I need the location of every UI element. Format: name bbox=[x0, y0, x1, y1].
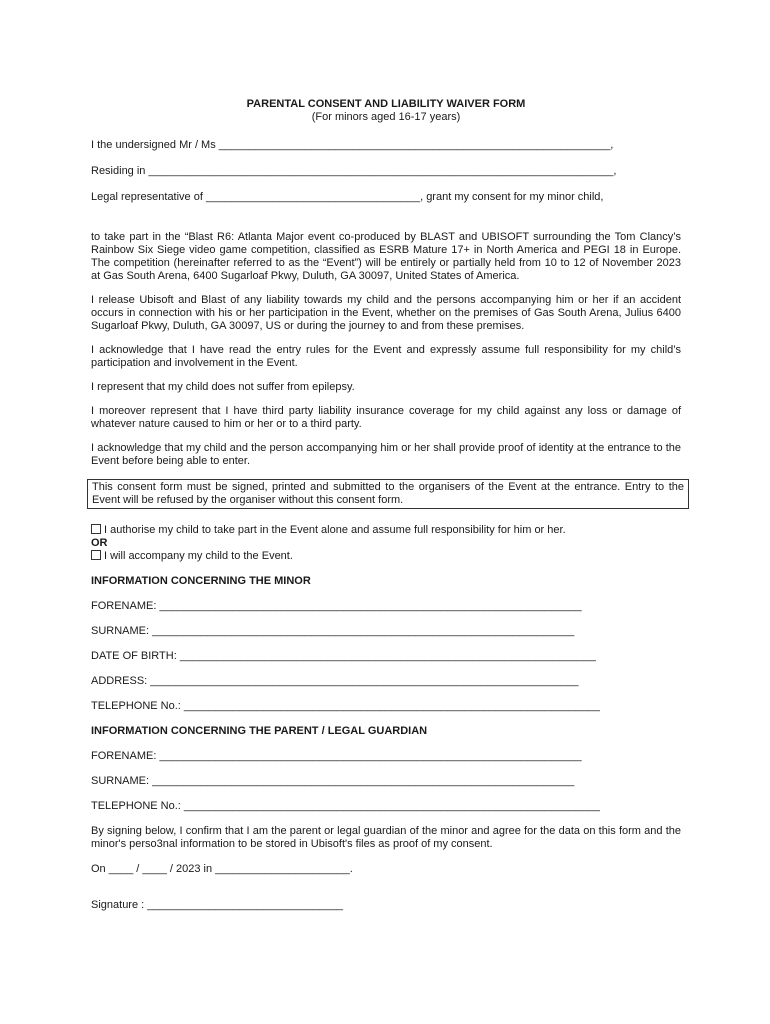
signing-paragraph: By signing below, I confirm that I am the parent or legal guardian of the minor and agree for the data on this form and the minor's perso3nal information to be stored in Ubisoft's files as proof of my consent. bbox=[91, 825, 681, 850]
minor-dob-field[interactable]: DATE OF BIRTH: ____________________________________________________________________ bbox=[91, 650, 596, 662]
minor-telephone-field[interactable]: TELEPHONE No.: ____________________________________________________________________ bbox=[91, 700, 600, 712]
minor-address-field[interactable]: ADDRESS: ______________________________________________________________________ bbox=[91, 675, 579, 687]
option-accompany-label: I will accompany my child to the Event. bbox=[104, 550, 293, 562]
minor-surname-field[interactable]: SURNAME: _____________________________________________________________________ bbox=[91, 625, 575, 637]
epilepsy-paragraph: I represent that my child does not suffer from epilepsy. bbox=[91, 381, 355, 393]
undersigned-field[interactable]: I the undersigned Mr / Ms ________________________________________________________________, bbox=[91, 139, 614, 151]
or-label: OR bbox=[91, 537, 108, 549]
event-paragraph: to take part in the “Blast R6: Atlanta Major event co-produced by BLAST and UBISOFT surrounding the Tom Clancy’s Rainbow Six Siege video game competition, classified as ESRB Mature 17+ in North America and PEGI 18 in Europe. The competition (hereinafter referred to as the “Event”) will be entirely or partially held from 10 to 12 of November 2023 at Gas South Arena, 6400 Sugarloaf Pkwy, Duluth, GA 30097, United States of America. bbox=[91, 231, 681, 282]
minor-section-heading: INFORMATION CONCERNING THE MINOR bbox=[91, 575, 311, 587]
parent-telephone-field[interactable]: TELEPHONE No.: ____________________________________________________________________ bbox=[91, 800, 600, 812]
rules-paragraph: I acknowledge that I have read the entry rules for the Event and expressly assume full responsibility for my child’s participation and involvement in the Event. bbox=[91, 344, 681, 369]
form-title: PARENTAL CONSENT AND LIABILITY WAIVER FORM bbox=[246, 98, 526, 110]
minor-forename-field[interactable]: FORENAME: _____________________________________________________________________ bbox=[91, 600, 582, 612]
checkbox-accompany[interactable] bbox=[91, 550, 101, 560]
insurance-paragraph: I moreover represent that I have third party liability insurance coverage for my child against any loss or damage of whatever nature caused to him or her or to a third party. bbox=[91, 405, 681, 430]
form-subtitle: (For minors aged 16-17 years) bbox=[311, 111, 461, 123]
release-paragraph: I release Ubisoft and Blast of any liability towards my child and the persons accompanying him or her if an accident occurs in connection with his or her participation in the Event, whether on the premises of Gas South Arena, Julius 6400 Sugarloaf Pkwy, Duluth, GA 30097, US or during the journey to and from these premises. bbox=[91, 294, 681, 332]
notice-box: This consent form must be signed, printed and submitted to the organisers of the Event at the entrance. Entry to the Event will be refused by the organiser without this consent form. bbox=[87, 479, 689, 509]
legal-representative-field[interactable]: Legal representative of ___________________________________, grant my consent for my minor child, bbox=[91, 191, 604, 203]
signature-field[interactable]: Signature : ________________________________ bbox=[91, 899, 344, 911]
option-alone[interactable] bbox=[91, 524, 681, 537]
parent-surname-field[interactable]: SURNAME: _____________________________________________________________________ bbox=[91, 775, 575, 787]
residing-field[interactable]: Residing in ____________________________________________________________________________, bbox=[91, 165, 617, 177]
date-place-field[interactable]: On ____ / ____ / 2023 in ______________________. bbox=[91, 863, 353, 875]
identity-paragraph: I acknowledge that my child and the person accompanying him or her shall provide proof of identity at the entrance to the Event before being able to enter. bbox=[91, 442, 681, 467]
option-alone-label: I authorise my child to take part in the Event alone and assume full responsibility for him or her. bbox=[104, 524, 566, 536]
parent-forename-field[interactable]: FORENAME: _____________________________________________________________________ bbox=[91, 750, 582, 762]
option-accompany[interactable] bbox=[91, 550, 681, 563]
consent-form bbox=[91, 98, 684, 912]
checkbox-alone[interactable] bbox=[91, 524, 101, 534]
parent-section-heading: INFORMATION CONCERNING THE PARENT / LEGAL GUARDIAN bbox=[91, 725, 428, 737]
